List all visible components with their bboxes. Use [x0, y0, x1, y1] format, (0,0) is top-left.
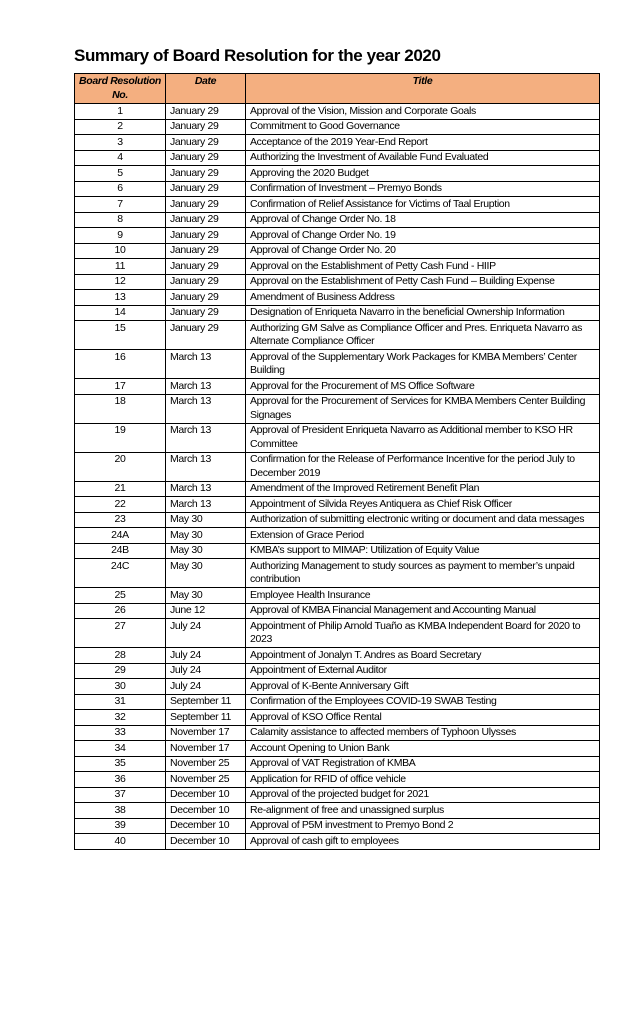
resolution-no: 6 — [75, 181, 166, 197]
table-row — [75, 481, 600, 497]
table-row — [75, 756, 600, 772]
resolution-no: 32 — [75, 710, 166, 726]
resolution-no: 26 — [75, 603, 166, 619]
resolution-no: 22 — [75, 497, 166, 513]
resolution-no: 38 — [75, 803, 166, 819]
resolution-no: 31 — [75, 694, 166, 710]
resolution-date: July 24 — [166, 679, 246, 695]
resolution-no: 16 — [75, 350, 166, 379]
resolution-date: March 13 — [166, 423, 246, 452]
table-row — [75, 350, 600, 379]
resolution-date: March 13 — [166, 379, 246, 395]
resolution-title: Approval of P5M investment to Premyo Bond 2 — [246, 818, 600, 834]
table-row — [75, 212, 600, 228]
resolution-title: Amendment of Business Address — [246, 290, 600, 306]
resolution-no: 39 — [75, 818, 166, 834]
resolution-title: Employee Health Insurance — [246, 588, 600, 604]
resolution-no: 2 — [75, 119, 166, 135]
resolution-date: March 13 — [166, 481, 246, 497]
table-row — [75, 603, 600, 619]
table-row — [75, 321, 600, 350]
resolution-no: 40 — [75, 834, 166, 850]
table-row — [75, 228, 600, 244]
table-row — [75, 588, 600, 604]
resolution-date: January 29 — [166, 259, 246, 275]
table-row — [75, 772, 600, 788]
resolution-date: November 17 — [166, 725, 246, 741]
resolution-date: January 29 — [166, 212, 246, 228]
resolution-table — [74, 73, 600, 850]
resolution-title: Approval of K-Bente Anniversary Gift — [246, 679, 600, 695]
col-header-date: Date — [166, 74, 246, 104]
table-row — [75, 741, 600, 757]
resolution-title: Approval of KMBA Financial Management and Accounting Manual — [246, 603, 600, 619]
resolution-date: May 30 — [166, 588, 246, 604]
resolution-date: January 29 — [166, 305, 246, 321]
resolution-date: March 13 — [166, 497, 246, 513]
resolution-date: September 11 — [166, 710, 246, 726]
resolution-title: Authorizing Management to study sources as payment to member’s unpaid contribution — [246, 559, 600, 588]
table-row — [75, 787, 600, 803]
resolution-title: Approval of VAT Registration of KMBA — [246, 756, 600, 772]
table-row — [75, 197, 600, 213]
resolution-date: December 10 — [166, 834, 246, 850]
resolution-no: 3 — [75, 135, 166, 151]
resolution-title: Approval on the Establishment of Petty Cash Fund – Building Expense — [246, 274, 600, 290]
resolution-title: Approval of the projected budget for 2021 — [246, 787, 600, 803]
resolution-date: July 24 — [166, 648, 246, 664]
resolution-date: January 29 — [166, 197, 246, 213]
resolution-no: 28 — [75, 648, 166, 664]
resolution-no: 34 — [75, 741, 166, 757]
resolution-date: January 29 — [166, 119, 246, 135]
resolution-no: 18 — [75, 394, 166, 423]
table-row — [75, 452, 600, 481]
table-row — [75, 119, 600, 135]
table-row — [75, 305, 600, 321]
resolution-title: Appointment of Silvida Reyes Antiquera as Chief Risk Officer — [246, 497, 600, 513]
resolution-date: January 29 — [166, 274, 246, 290]
table-row — [75, 512, 600, 528]
resolution-date: November 25 — [166, 756, 246, 772]
resolution-title: Approving the 2020 Budget — [246, 166, 600, 182]
resolution-title: Authorizing GM Salve as Compliance Officer and Pres. Enriqueta Navarro as Alternate Compliance Officer — [246, 321, 600, 350]
table-row — [75, 834, 600, 850]
resolution-no: 12 — [75, 274, 166, 290]
resolution-date: January 29 — [166, 135, 246, 151]
resolution-title: Confirmation of Relief Assistance for Victims of Taal Eruption — [246, 197, 600, 213]
resolution-no: 15 — [75, 321, 166, 350]
col-header-resolution-no: Board Resolution No. — [75, 74, 166, 104]
resolution-title: Approval for the Procurement of Services for KMBA Members Center Building Signages — [246, 394, 600, 423]
table-row — [75, 135, 600, 151]
resolution-date: May 30 — [166, 512, 246, 528]
resolution-title: Approval of KSO Office Rental — [246, 710, 600, 726]
resolution-date: January 29 — [166, 243, 246, 259]
table-row — [75, 818, 600, 834]
resolution-no: 10 — [75, 243, 166, 259]
resolution-title: Approval of Change Order No. 18 — [246, 212, 600, 228]
resolution-title: Approval of the Supplementary Work Packages for KMBA Members’ Center Building — [246, 350, 600, 379]
table-row — [75, 259, 600, 275]
resolution-no: 13 — [75, 290, 166, 306]
resolution-title: Approval on the Establishment of Petty Cash Fund - HIIP — [246, 259, 600, 275]
resolution-date: September 11 — [166, 694, 246, 710]
table-row — [75, 710, 600, 726]
table-row — [75, 619, 600, 648]
resolution-date: November 25 — [166, 772, 246, 788]
resolution-no: 11 — [75, 259, 166, 275]
page-title: Summary of Board Resolution for the year 2020 — [74, 46, 441, 65]
resolution-no: 1 — [75, 104, 166, 120]
resolution-date: January 29 — [166, 228, 246, 244]
resolution-date: December 10 — [166, 803, 246, 819]
resolution-date: December 10 — [166, 818, 246, 834]
resolution-title: Acceptance of the 2019 Year-End Report — [246, 135, 600, 151]
resolution-no: 9 — [75, 228, 166, 244]
resolution-table-body — [75, 104, 600, 850]
resolution-title: Designation of Enriqueta Navarro in the beneficial Ownership Information — [246, 305, 600, 321]
table-row — [75, 166, 600, 182]
resolution-no: 35 — [75, 756, 166, 772]
table-row — [75, 663, 600, 679]
table-row — [75, 104, 600, 120]
table-row — [75, 394, 600, 423]
resolution-date: July 24 — [166, 663, 246, 679]
resolution-date: May 30 — [166, 543, 246, 559]
resolution-no: 23 — [75, 512, 166, 528]
table-row — [75, 243, 600, 259]
resolution-no: 27 — [75, 619, 166, 648]
resolution-title: Authorizing the Investment of Available Fund Evaluated — [246, 150, 600, 166]
resolution-title: Appointment of Philip Arnold Tuaño as KMBA Independent Board for 2020 to 2023 — [246, 619, 600, 648]
resolution-title: Commitment to Good Governance — [246, 119, 600, 135]
resolution-title: Re-alignment of free and unassigned surplus — [246, 803, 600, 819]
table-row — [75, 274, 600, 290]
resolution-no: 24C — [75, 559, 166, 588]
table-header — [75, 74, 600, 104]
resolution-title: Approval of the Vision, Mission and Corporate Goals — [246, 104, 600, 120]
resolution-date: May 30 — [166, 559, 246, 588]
resolution-title: Extension of Grace Period — [246, 528, 600, 544]
resolution-title: Amendment of the Improved Retirement Benefit Plan — [246, 481, 600, 497]
table-row — [75, 694, 600, 710]
table-row — [75, 290, 600, 306]
resolution-no: 4 — [75, 150, 166, 166]
table-row — [75, 559, 600, 588]
table-row — [75, 648, 600, 664]
resolution-no: 20 — [75, 452, 166, 481]
resolution-date: January 29 — [166, 290, 246, 306]
resolution-no: 7 — [75, 197, 166, 213]
resolution-no: 24B — [75, 543, 166, 559]
resolution-title: Confirmation for the Release of Performance Incentive for the period July to December 2019 — [246, 452, 600, 481]
resolution-date: November 17 — [166, 741, 246, 757]
resolution-title: Confirmation of the Employees COVID-19 SWAB Testing — [246, 694, 600, 710]
resolution-title: Calamity assistance to affected members of Typhoon Ulysses — [246, 725, 600, 741]
resolution-title: Approval of cash gift to employees — [246, 834, 600, 850]
resolution-date: May 30 — [166, 528, 246, 544]
resolution-title: Account Opening to Union Bank — [246, 741, 600, 757]
resolution-no: 29 — [75, 663, 166, 679]
resolution-title: Approval of Change Order No. 20 — [246, 243, 600, 259]
resolution-date: July 24 — [166, 619, 246, 648]
table-row — [75, 543, 600, 559]
resolution-no: 5 — [75, 166, 166, 182]
resolution-title: KMBA’s support to MIMAP: Utilization of Equity Value — [246, 543, 600, 559]
resolution-title: Appointment of Jonalyn T. Andres as Board Secretary — [246, 648, 600, 664]
header-row — [75, 74, 600, 104]
resolution-date: January 29 — [166, 104, 246, 120]
resolution-date: December 10 — [166, 787, 246, 803]
resolution-date: January 29 — [166, 150, 246, 166]
resolution-no: 8 — [75, 212, 166, 228]
resolution-date: March 13 — [166, 452, 246, 481]
resolution-no: 37 — [75, 787, 166, 803]
table-row — [75, 181, 600, 197]
resolution-no: 19 — [75, 423, 166, 452]
resolution-no: 36 — [75, 772, 166, 788]
resolution-date: January 29 — [166, 321, 246, 350]
resolution-title: Application for RFID of office vehicle — [246, 772, 600, 788]
resolution-no: 24A — [75, 528, 166, 544]
col-header-title: Title — [246, 74, 600, 104]
resolution-no: 21 — [75, 481, 166, 497]
table-row — [75, 423, 600, 452]
table-row — [75, 725, 600, 741]
resolution-date: January 29 — [166, 181, 246, 197]
resolution-no: 33 — [75, 725, 166, 741]
table-row — [75, 679, 600, 695]
resolution-title: Confirmation of Investment – Premyo Bonds — [246, 181, 600, 197]
resolution-title: Approval of Change Order No. 19 — [246, 228, 600, 244]
resolution-title: Approval of President Enriqueta Navarro as Additional member to KSO HR Committee — [246, 423, 600, 452]
resolution-date: June 12 — [166, 603, 246, 619]
table-row — [75, 497, 600, 513]
table-row — [75, 528, 600, 544]
resolution-date: January 29 — [166, 166, 246, 182]
resolution-date: March 13 — [166, 350, 246, 379]
table-row — [75, 150, 600, 166]
resolution-no: 30 — [75, 679, 166, 695]
resolution-title: Approval for the Procurement of MS Office Software — [246, 379, 600, 395]
resolution-title: Appointment of External Auditor — [246, 663, 600, 679]
resolution-no: 17 — [75, 379, 166, 395]
table-row — [75, 379, 600, 395]
table-row — [75, 803, 600, 819]
resolution-title: Authorization of submitting electronic writing or document and data messages — [246, 512, 600, 528]
resolution-date: March 13 — [166, 394, 246, 423]
resolution-no: 14 — [75, 305, 166, 321]
resolution-no: 25 — [75, 588, 166, 604]
